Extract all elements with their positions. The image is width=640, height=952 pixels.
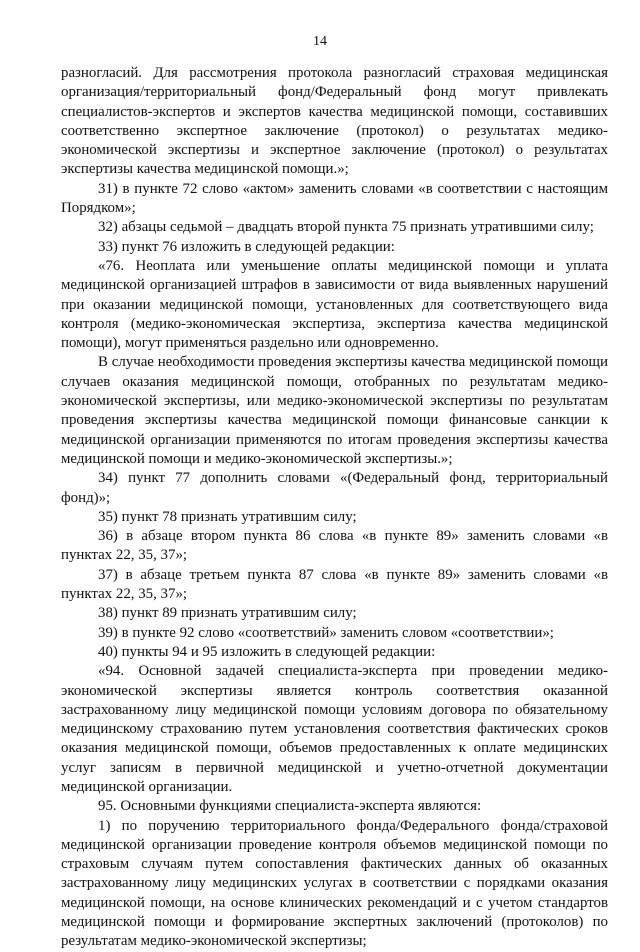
paragraph: 35) пункт 78 признать утратившим силу; — [98, 508, 357, 525]
paragraph: разногласий. Для рассмотрения протокола разногласий страховая медицинская организация/территориальный фонд/Федеральный фонд могут привлекать специалистов-экспертов и экспертов качества медицинской помощи, составивших соответственно экспертное заключение (протокол) о результатах медико-экономической экспертизы и экспертное заключение (протокол) о результатах экспертизы качества медицинской помощи.»; — [61, 65, 608, 178]
paragraph: 36) в абзаце втором пункта 86 слова «в пункте 89» заменить словами «в пунктах 22, 35, 37»; — [61, 528, 608, 564]
paragraph: 31) в пункте 72 слово «актом» заменить словами «в соответствии с настоящим Порядком»; — [61, 180, 608, 217]
paragraph: 95. Основными функциями специалиста-эксперта являются: — [98, 798, 482, 815]
paragraph: 37) в абзаце третьем пункта 87 слова «в пункте 89» заменить словами «в пунктах 22, 35, 37»; — [61, 566, 608, 603]
paragraph: «94. Основной задачей специалиста-эксперта при проведении медико-экономической экспертизы является контроль соответствия оказанной застрахованному лицу медицинской помощи условиям договора по обязательному медицинскому страхованию путем установления соответствия фактических сроков оказания медицинской помощи, объемов предоставленных к оплате медицинских услуг записям в первичной медицинской и учетно-отчетной документации медицинской организации. — [61, 663, 608, 795]
paragraph: 38) пункт 89 признать утратившим силу; — [98, 605, 357, 622]
paragraph: 32) абзацы седьмой – двадцать второй пункта 75 признать утратившими силу; — [98, 219, 594, 236]
paragraph: 33) пункт 76 изложить в следующей редакции: — [98, 238, 395, 255]
paragraph: 34) пункт 77 дополнить словами «(Федеральный фонд, территориальный фонд)»; — [61, 470, 608, 506]
paragraph: 1) по поручению территориального фонда/Федерального фонда/страховой медицинской организации проведение контроля объемов медицинской помощи по страховым случаям путем сопоставления фактических данных об оказанных застрахованному лицу медицинских услугах в соответствии с порядками оказания медицинской помощи, на основе клинических рекомендаций и с учетом стандартов медицинской помощи и формирование экспертных заключений (протоколов) по результатам медико-экономической экспертизы; — [61, 817, 608, 950]
paragraph: 40) пункты 94 и 95 изложить в следующей редакции: — [98, 643, 436, 660]
document-body — [61, 64, 608, 952]
paragraph: В случае необходимости проведения экспертизы качества медицинской помощи случаев оказания медицинской помощи, отобранных по результатам медико-экономической экспертизы, или медико-экономической экспертизы по результатам проведения экспертизы качества медицинской помощи финансовые санкции к медицинской организации применяются по итогам проведения экспертизы качества медицинской помощи и медико-экономической экспертизы.»; — [61, 354, 608, 467]
page-number: 14 — [313, 34, 327, 49]
paragraph: 39) в пункте 92 слово «соответствий» заменить словом «соответствии»; — [98, 624, 554, 641]
paragraph: «76. Неоплата или уменьшение оплаты медицинской помощи и уплата медицинской организацией штрафов в зависимости от вида выявленных нарушений при оказании медицинской помощи, установленных для соответствующего вида контроля (медико-экономическая экспертиза, экспертиза качества медицинской помощи), могут применяться раздельно или одновременно. — [61, 257, 608, 352]
